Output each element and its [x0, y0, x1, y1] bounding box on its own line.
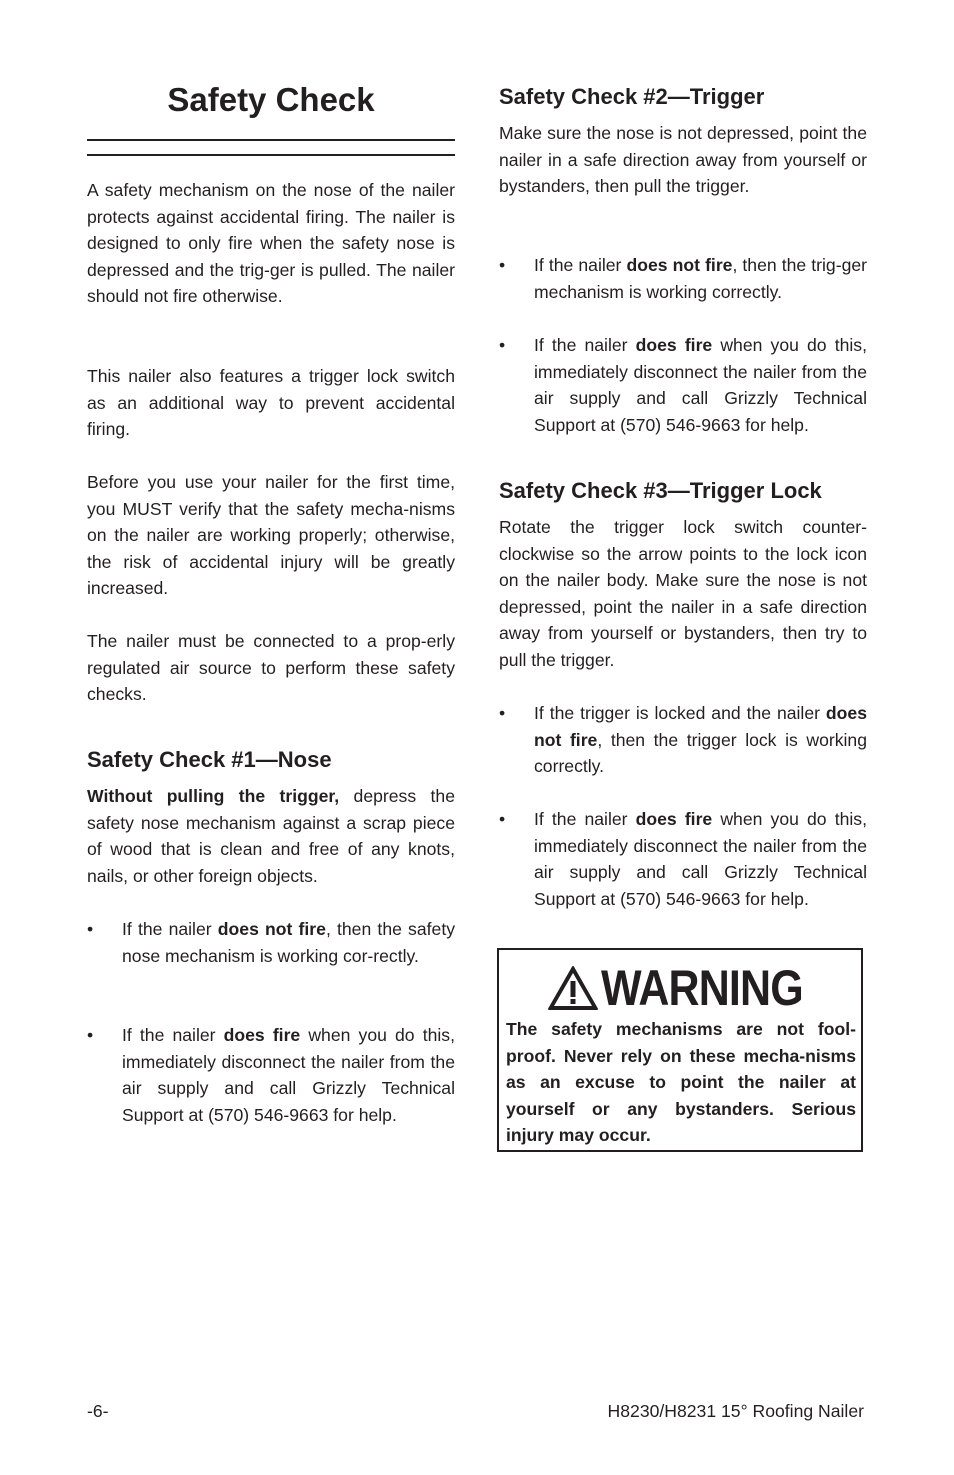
- check2-bullet-1: [499, 252, 867, 305]
- check2-bullet-2: [499, 332, 867, 438]
- check1-bullet-1: [87, 916, 455, 969]
- check2-b1-pre: If the nailer: [534, 255, 627, 275]
- bullet-dot: •: [499, 809, 506, 829]
- bullet-dot: •: [499, 703, 506, 723]
- check2-intro: Make sure the nose is not depressed, point the nailer in a safe direction away from yourself or bystanders, then pull the trigger.: [499, 123, 867, 197]
- check1-intro: [87, 783, 455, 889]
- check1-b1-post: , then the safety nose mechanism is working cor-rectly.: [122, 919, 456, 966]
- intro-paragraph-1: A safety mechanism on the nose of the nailer protects against accidental firing. The nailer is designed to only fire when the safety nose is depressed and the trig-ger is pulled. The nailer should not fire otherwise.: [87, 180, 455, 307]
- check2-b2-pre: If the nailer: [534, 335, 636, 355]
- intro-paragraph-3: Before you use your nailer for the first time, you MUST verify that the safety mecha-nisms on the nailer are working properly; otherwise, the risk of accidental injury will be greatly increased.: [87, 472, 455, 599]
- check2-b1-post: , then the trig-ger mechanism is working correctly.: [534, 255, 867, 302]
- intro-paragraph-2: This nailer also features a trigger lock switch as an additional way to prevent accidental firing.: [87, 366, 455, 440]
- check3-bullet-1: [499, 700, 867, 780]
- check3-heading: Safety Check #3—Trigger Lock: [499, 478, 822, 503]
- footer-model: H8230/H8231 15° Roofing Nailer: [607, 1401, 864, 1421]
- page-number: -6-: [87, 1401, 109, 1421]
- title-rule-bottom: [87, 154, 455, 156]
- warning-text: The safety mechanisms are not fool-proof. Never rely on these mecha-nisms as an excuse to point the nailer at yourself or any bystanders. Serious injury may occur.: [506, 1019, 856, 1146]
- check3-b2-bold: does fire: [635, 809, 713, 829]
- bullet-dot: •: [499, 255, 506, 275]
- check3-b1-post: , then the trigger lock is working correctly.: [534, 729, 868, 777]
- check1-b1-bold: does not fire: [217, 919, 326, 939]
- check1-b1-pre: If the nailer: [122, 919, 218, 939]
- check2-b2-post: when you do this, immediately disconnect the nailer from the air supply and call Grizzly Technical Support at (570) 546-9663 for help.: [534, 335, 867, 435]
- check2-b2-bold: does fire: [635, 335, 713, 355]
- check3-bullet-2: [499, 806, 867, 912]
- warning-header: [547, 960, 836, 1016]
- page-title: Safety Check: [167, 81, 375, 118]
- check2-heading: Safety Check #2—Trigger: [499, 84, 765, 109]
- check1-b2-pre: If the nailer: [122, 1025, 224, 1045]
- bullet-dot: •: [499, 335, 506, 355]
- check1-b2-bold: does fire: [223, 1025, 301, 1045]
- check3-b2-post: when you do this, immediately disconnect the nailer from the air supply and call Grizzly Technical Support at (570) 546-9663 for help.: [534, 809, 867, 909]
- bullet-dot: •: [87, 919, 94, 939]
- check3-b1-pre: If the trigger is locked and the nailer: [534, 703, 826, 723]
- check1-heading: Safety Check #1—Nose: [87, 747, 332, 772]
- warning-label: WARNING: [601, 960, 803, 1016]
- check1-intro-bold: Without pulling the trigger,: [87, 786, 340, 806]
- warning-triangle-icon: [547, 965, 599, 1011]
- check1-intro-rest: depress the safety nose mechanism against a scrap piece of wood that is clean and free of any knots, nails, or other foreign objects.: [87, 786, 455, 886]
- check3-b1-bold: does not fire: [534, 703, 867, 750]
- title-rule-top: [87, 139, 455, 141]
- check3-b2-pre: If the nailer: [534, 809, 636, 829]
- check1-b2-post: when you do this, immediately disconnect the nailer from the air supply and call Grizzly Technical Support at (570) 546-9663 for help.: [122, 1025, 455, 1125]
- warning-box: [497, 948, 863, 1152]
- check2-b1-bold: does not fire: [626, 255, 733, 275]
- check1-bullet-2: [87, 1022, 455, 1128]
- bullet-dot: •: [87, 1025, 94, 1045]
- intro-paragraph-4: The nailer must be connected to a prop-erly regulated air source to perform these safety checks.: [87, 631, 455, 705]
- check3-intro: Rotate the trigger lock switch counter-clockwise so the arrow points to the lock icon on the nailer body. Make sure the nose is not depressed, point the nailer in a safe direction away from yourself or bystanders, then try to pull the trigger.: [499, 517, 867, 670]
